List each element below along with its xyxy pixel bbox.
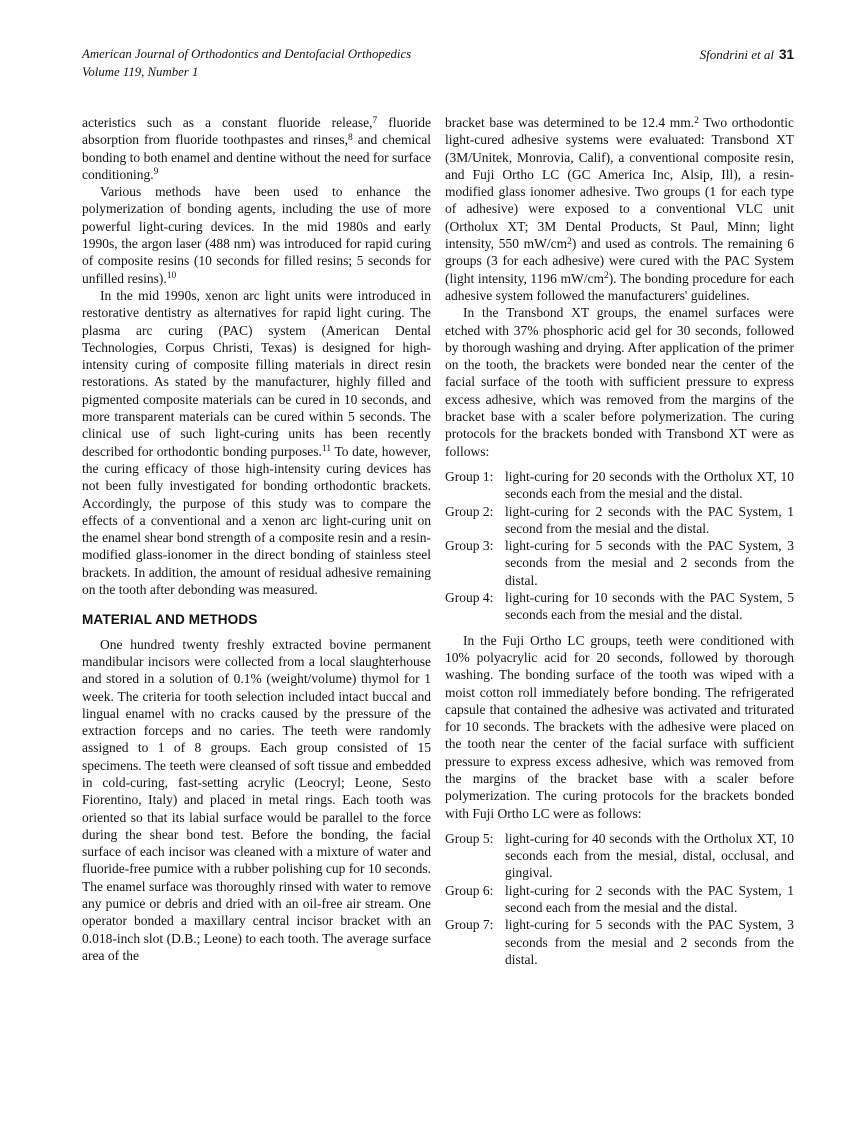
page-header bbox=[82, 46, 794, 81]
protocol-group-text: light-curing for 5 seconds with the PAC System, 3 seconds from the mesial and 2 seconds from the distal. bbox=[505, 917, 794, 967]
protocol-group-text: light-curing for 10 seconds with the PAC System, 5 seconds each from the mesial and the distal. bbox=[505, 590, 794, 623]
protocol-list-item bbox=[445, 882, 794, 917]
protocol-group-label: Group 6: bbox=[445, 882, 494, 898]
protocol-group-text: light-curing for 20 seconds with the Ortholux XT, 10 seconds each from the mesial and the distal. bbox=[505, 468, 794, 502]
curing-protocol-list-transbond bbox=[445, 468, 794, 624]
page-number: 31 bbox=[778, 47, 794, 62]
protocol-list-item bbox=[445, 503, 794, 538]
reference-superscript: 9 bbox=[153, 167, 159, 178]
left-column bbox=[82, 114, 431, 976]
reference-superscript: 2 bbox=[567, 236, 572, 247]
author-running-head bbox=[700, 46, 794, 63]
protocol-list-item bbox=[445, 537, 794, 589]
protocol-group-text: light-curing for 2 seconds with the PAC System, 1 second from the mesial and the distal. bbox=[505, 503, 794, 536]
protocol-group-label: Group 4: bbox=[445, 590, 494, 606]
protocol-group-text: light-curing for 2 seconds with the PAC System, 1 second each from the mesial and the distal. bbox=[505, 882, 794, 916]
reference-superscript: 11 bbox=[321, 444, 332, 455]
protocol-group-label: Group 1: bbox=[445, 468, 494, 484]
journal-title: American Journal of Orthodontics and Dentofacial Orthopedics bbox=[82, 47, 412, 61]
right-column bbox=[445, 114, 794, 976]
section-heading-material-and-methods: MATERIAL AND METHODS bbox=[82, 612, 258, 628]
protocol-list-item bbox=[445, 916, 794, 968]
paragraph-fuji-procedure: In the Fuji Ortho LC groups, teeth were conditioned with 10% polyacrylic acid for 20 seconds, followed by thorough washing. The bonding surface of the tooth was wiped with a moist cotton roll immediately before bonding. The refrigerated capsule that contained the adhesive was activated and triturated for 10 seconds. The brackets with the adhesive were placed on the tooth near the center of the facial surface with sufficient pressure to express excess adhesive, which was removed from the margins of the bracket base with a scaler before polymerization. The curing protocols for the brackets bonded with Fuji Ortho LC were as follows: bbox=[445, 632, 794, 821]
journal-issue: Volume 119, Number 1 bbox=[82, 64, 199, 79]
paragraph-specimen-preparation: One hundred twenty freshly extracted bovine permanent mandibular incisors were collected from a local slaughterhouse and stored in a solution of 0.1% (weight/volume) thymol for 1 week. The criteria for tooth selection included intact buccal and lingual enamel with no cracks caused by the pressure of the extraction forceps and no caries. The teeth were randomly assigned to 1 of 8 groups. Each group consisted of 15 specimens. The teeth were cleansed of soft tissue and embedded in cold-curing, fast-setting acrylic (Leocryl; Leone, Sesto Fiorentino, Italy) and placed in metal rings. Each tooth was oriented so that its labial surface would be parallel to the force during the shear bond test. Before the bonding, the facial surface of each incisor was cleaned with a mixture of water and fluoride-free pumice with a rubber polishing cup for 10 seconds. The enamel surface was thoroughly rinsed with water to remove any pumice or debris and dried with an oil-free air stream. One operator bonded a maxillary central incisor bracket with an 0.018-inch slot (D.B.; Leone) to each tooth. The average surface area of the bbox=[82, 636, 431, 963]
reference-superscript: 8 bbox=[348, 132, 353, 143]
protocol-group-text: light-curing for 5 seconds with the PAC System, 3 seconds from the mesial and 2 seconds from the distal. bbox=[505, 538, 794, 588]
paragraph-adhesive-systems: bracket base was determined to be 12.4 mm.$^2$ Two orthodontic light-cured adhesive systems were evaluated: Transbond XT (3M/Unitek, Monrovia, Calif), a conventional composite resin, and Fuji Ortho LC (GC America Inc, Alsip, Ill), a resin-modified glass ionomer adhesive. Two groups (1 for each type of adhesive) were exposed to a conventional VLC unit (Ortholux XT; 3M Dental Products, St Paul, Minn; light intensity, 550 $mW/cm^2$) and used as controls. The remaining 6 groups (3 for each adhesive) were cured with the PAC System (light intensity, 1196 $mW/cm^2$). The bonding procedure for each adhesive system followed the manufacturers' guidelines. bbox=[445, 115, 795, 303]
reference-superscript: 2 bbox=[694, 115, 699, 126]
paragraph-transbond-procedure: In the Transbond XT groups, the enamel surfaces were etched with 37% phosphoric acid gel for 30 seconds, followed by thorough washing and drying. After application of the primer on the tooth, the brackets were bonded near the center of the facial surface of the tooth with sufficient pressure to express excess adhesive, which was removed from the margins of the bracket base with a scaler before polymerization. The curing protocols for the brackets bonded with Transbond XT were as follows: bbox=[445, 305, 794, 459]
author-citation: Sfondrini et al bbox=[699, 47, 774, 62]
paragraph-xenon-arc-intro: In the mid 1990s, xenon arc light units were introduced in restorative dentistry as alternatives for rapid light curing. The plasma arc curing (PAC) system (American Dental Technologies, Corpus Christi, Texas) is designed for high-intensity curing of composite filling materials in direct resin restorations. As stated by the manufacturer, highly filled and pigmented composite materials can be cured in 10 seconds, and more transparent materials can be cured within 5 seconds. The clinical use of such light-curing units has been recently described for orthodontic bonding purposes.$^{11}$ To date, however, the curing efficacy of those high-intensity curing devices has not been fully investigated for bonding orthodontic brackets. Accordingly, the purpose of this study was to compare the effects of a conventional and a xenon arc light-curing unit on the enamel shear bond strength of a composite resin and a resin-modified glass-ionomer in the direct bonding of stainless steel brackets. In addition, the amount of residual adhesive remaining on the tooth after debonding was measured. bbox=[82, 287, 432, 598]
paragraph-fluoride-characteristics: acteristics such as a constant fluoride release,$^7$ fluoride absorption from fluoride toothpastes and rinses,$^8$ and chemical bonding to both enamel and dentine without the need for surface conditioning.$^9$ bbox=[82, 115, 431, 182]
reference-superscript: 2 bbox=[604, 271, 609, 282]
reference-superscript: 10 bbox=[166, 271, 177, 282]
two-column-body bbox=[82, 114, 794, 976]
protocol-group-label: Group 7: bbox=[445, 917, 494, 933]
protocol-list-item bbox=[445, 589, 794, 624]
protocol-group-label: Group 3: bbox=[445, 538, 494, 554]
protocol-group-label: Group 5: bbox=[445, 830, 494, 846]
protocol-list-item bbox=[445, 468, 794, 503]
journal-running-head bbox=[82, 46, 411, 81]
curing-protocol-list-fuji bbox=[445, 830, 794, 968]
protocol-group-text: light-curing for 40 seconds with the Ortholux XT, 10 seconds each from the mesial, distal, occlusal, and gingival. bbox=[505, 830, 794, 881]
reference-superscript: 7 bbox=[372, 115, 378, 126]
protocol-group-label: Group 2: bbox=[445, 503, 494, 519]
protocol-list-item bbox=[445, 830, 794, 882]
paragraph-polymerization-methods: Various methods have been used to enhance the polymerization of bonding agents, including the use of more powerful light-curing devices. In the mid 1980s and early 1990s, the argon laser (488 nm) was introduced for rapid curing of composite resins (10 seconds for filled resins; 5 seconds for unfilled resins).$^{10}$ bbox=[82, 184, 431, 286]
